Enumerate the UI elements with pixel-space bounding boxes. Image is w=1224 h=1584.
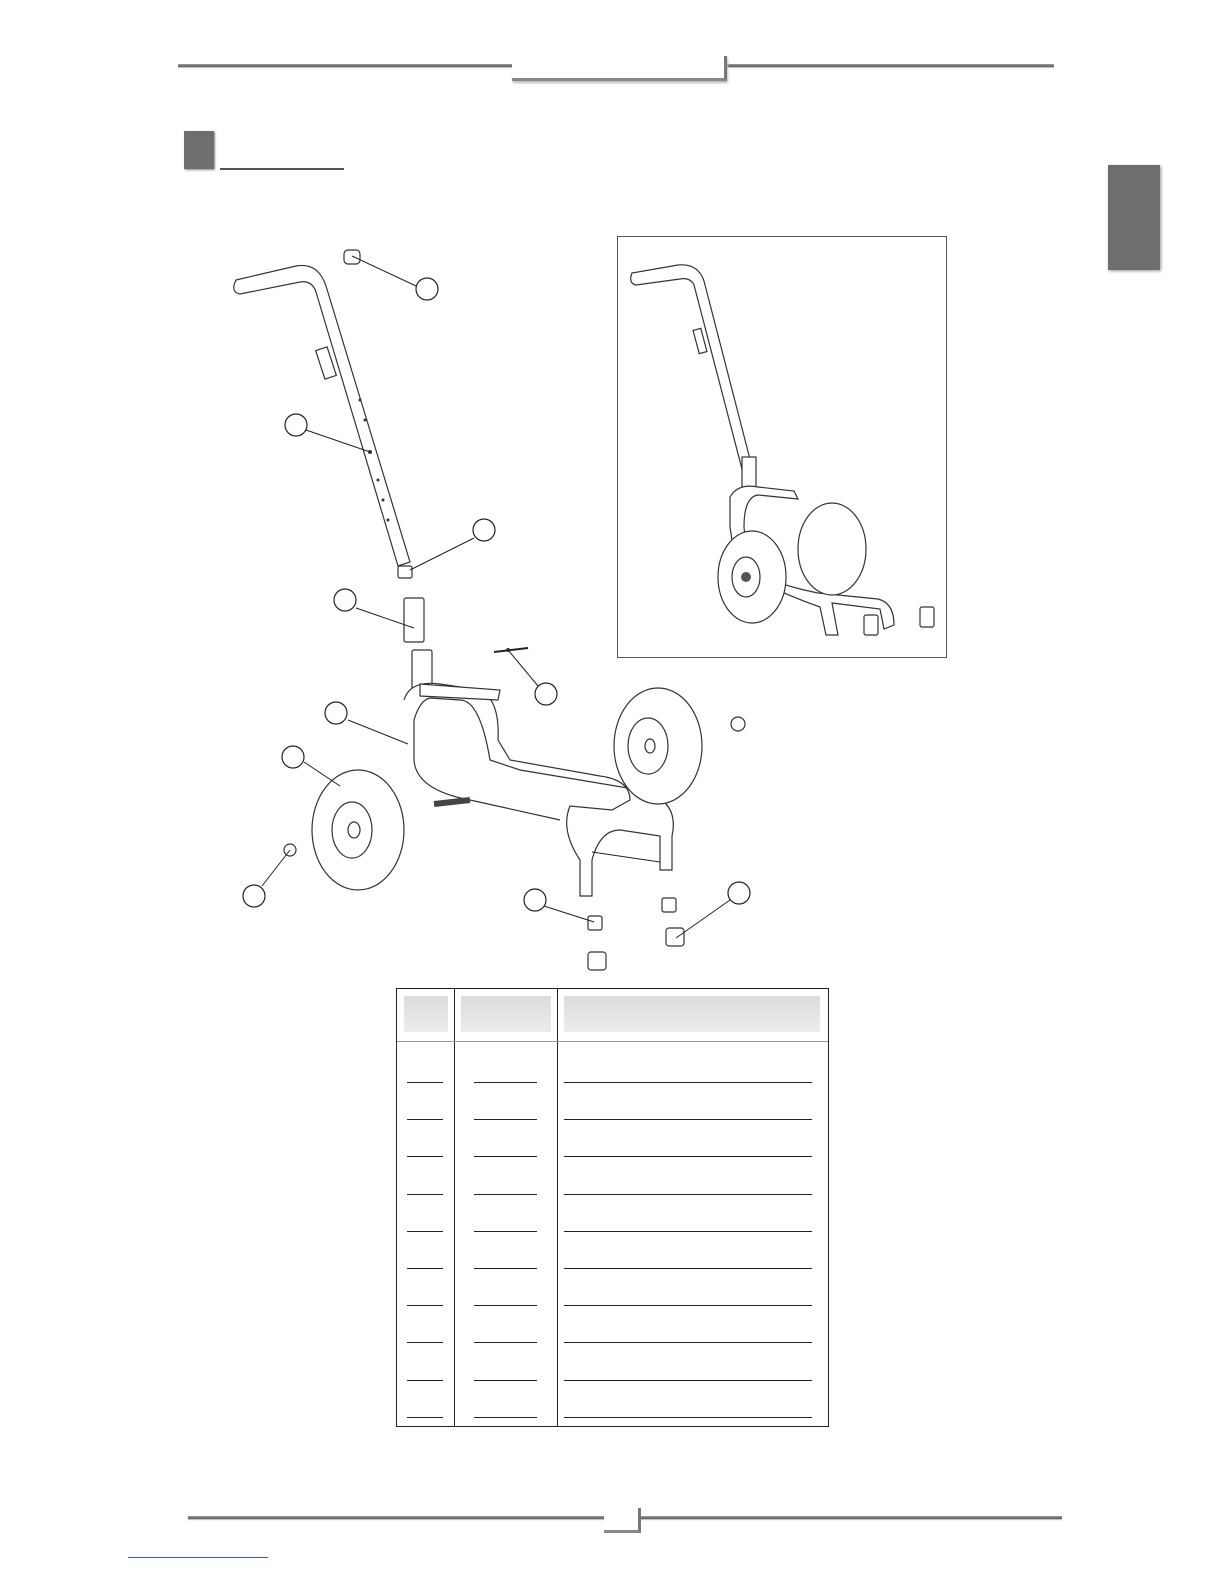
table-row-part-rule [474, 1231, 537, 1232]
right-wheel [614, 688, 702, 804]
callout-1 [416, 278, 438, 300]
assembled-view-inset [617, 236, 947, 658]
table-row-item-rule [407, 1156, 443, 1157]
header-cell-part-no [461, 996, 551, 1032]
footer-link-underline[interactable] [128, 1557, 268, 1558]
table-row-item-rule [407, 1231, 443, 1232]
table-row-item-rule [407, 1342, 443, 1343]
table-row-part-rule [474, 1082, 537, 1083]
handle-end-cap [344, 250, 360, 264]
table-row-item-rule [407, 1119, 443, 1120]
callout-5 [535, 683, 557, 705]
right-push-nut [731, 717, 745, 731]
table-row-item-rule [407, 1305, 443, 1306]
table-row-desc-rule [564, 1268, 812, 1269]
callout-2 [285, 414, 307, 436]
locking-pin [494, 648, 528, 652]
table-row-part-rule [474, 1417, 537, 1418]
callout-10 [728, 882, 750, 904]
column-divider-1 [454, 989, 455, 1426]
footer-tab [604, 1508, 641, 1533]
table-row-item-rule [407, 1268, 443, 1269]
header-cell-item [404, 996, 448, 1032]
left-wheel [312, 770, 404, 890]
table-row-part-rule [474, 1268, 537, 1269]
table-row-item-rule [407, 1194, 443, 1195]
table-row-desc-rule [564, 1305, 812, 1306]
table-row-item-rule [407, 1417, 443, 1418]
callout-9 [524, 889, 546, 911]
header-cell-description [564, 996, 820, 1032]
table-row-part-rule [474, 1342, 537, 1343]
table-row-desc-rule [564, 1156, 812, 1157]
footer-rule-left [188, 1516, 606, 1519]
footer-rule-right [636, 1516, 1062, 1519]
table-row-desc-rule [564, 1194, 812, 1195]
callout-4 [334, 589, 356, 611]
table-row-part-rule [474, 1380, 537, 1381]
callout-8 [243, 885, 265, 907]
table-row-desc-rule [564, 1342, 812, 1343]
handle-plug [398, 566, 412, 578]
table-row-part-rule [474, 1119, 537, 1120]
column-divider-2 [557, 989, 558, 1426]
table-row-desc-rule [564, 1082, 812, 1083]
assembled-cart-drawing [618, 237, 946, 657]
callout-6 [325, 702, 347, 724]
parts-list-table [396, 988, 829, 1427]
table-row-desc-rule [564, 1417, 812, 1418]
table-row-part-rule [474, 1156, 537, 1157]
table-row-desc-rule [564, 1231, 812, 1232]
table-row-part-rule [474, 1194, 537, 1195]
rubber-feet [588, 898, 684, 970]
table-row-desc-rule [564, 1380, 812, 1381]
header-bottom-rule [397, 1041, 828, 1042]
handle-tube [234, 265, 410, 566]
callout-7 [282, 746, 304, 768]
table-row-item-rule [407, 1380, 443, 1381]
table-row-desc-rule [564, 1119, 812, 1120]
callout-3 [473, 519, 495, 541]
table-row-item-rule [407, 1082, 443, 1083]
table-row-part-rule [474, 1305, 537, 1306]
